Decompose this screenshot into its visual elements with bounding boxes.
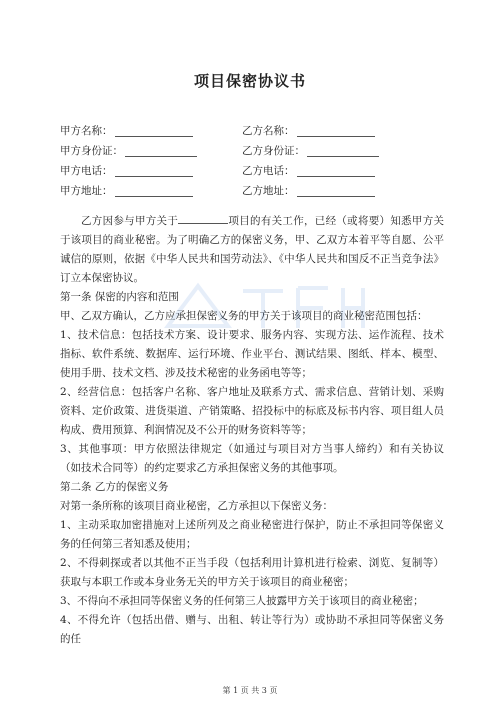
fill-in-line (115, 124, 193, 137)
clause-paragraph: 4、不得允许（包括出借、赠与、出租、转让等行为）或协助不承担同等保密义务的任 (60, 614, 444, 645)
clause-paragraph: 1、主动采取加密措施对上述所列及之商业秘密进行保护，防止不承担同等保密义务的任何第三者知悉及使用； (60, 519, 444, 550)
party-b-field (242, 183, 422, 198)
fill-in-line (297, 184, 375, 197)
clause-paragraph: 2、不得刺探或者以其他不正当手段（包括利用计算机进行检索、浏览、复制等）获取与本职工作或本身业务无关的甲方关于该项目的商业秘密； (60, 557, 444, 588)
party-row (60, 180, 460, 200)
project-name-blank (178, 212, 228, 224)
field-label: 乙方地址： (242, 184, 295, 197)
fill-in-line (307, 144, 379, 157)
party-b-field (242, 163, 422, 178)
fill-in-line (297, 124, 375, 137)
party-a-field (60, 183, 240, 198)
page-number: 第 1 页 共 3 页 (222, 686, 278, 695)
fill-in-line (297, 164, 375, 177)
clause-paragraph: 3、其他事项：甲方依照法律规定（如通过与项目对方当事人缔约）和有关协议（如技术合同等）的约定要求乙方承担保密义务的其他事项。 (60, 443, 444, 474)
fill-in-line (115, 184, 193, 197)
party-info-grid (60, 120, 460, 200)
party-row (60, 120, 460, 140)
intro-text: 乙方因参与甲方关于 (81, 215, 179, 227)
field-label: 甲方身份证： (60, 144, 123, 157)
clause-paragraph: 甲、乙双方确认，乙方应承担保密义务的甲方关于该项目的商业秘密范围包括： (60, 310, 428, 322)
intro-paragraph (60, 212, 444, 288)
party-row (60, 140, 460, 160)
field-label: 乙方身份证： (242, 144, 305, 157)
party-a-field (60, 143, 240, 158)
agreement-body (60, 212, 444, 649)
field-label: 乙方名称： (242, 124, 295, 137)
party-a-field (60, 163, 240, 178)
clause-paragraph: 对第一条所称的该项目商业秘密，乙方承担以下保密义务： (60, 500, 333, 512)
field-label: 甲方电话： (60, 164, 113, 177)
party-a-field (60, 123, 240, 138)
intro-text: 项目的有关工作，已经（或将要）知悉甲方关于该项目的商业秘密。为了明确乙方的保密义务，甲、乙双方本着平等自愿、公平诚信的原则，依据《中华人民共和国劳动法》、《中华人民共和国反不正当竞争法》订立本保密协议。 (60, 215, 445, 284)
field-label: 乙方电话： (242, 164, 295, 177)
party-b-field (242, 143, 422, 158)
clause-paragraph: 3、不得向不承担同等保密义务的任何第三人披露甲方关于该项目的商业秘密； (60, 595, 424, 607)
section-heading: 第二条 乙方的保密义务 (60, 481, 169, 493)
field-label: 甲方名称： (60, 124, 113, 137)
party-b-field (242, 123, 422, 138)
party-row (60, 160, 460, 180)
fill-in-line (125, 144, 197, 157)
field-label: 甲方地址： (60, 184, 113, 197)
section-heading: 第一条 保密的内容和范围 (60, 291, 179, 303)
clause-paragraph: 2、经营信息：包括客户名称、客户地址及联系方式、需求信息、营销计划、采购资料、定价政策、进货渠道、产销策略、招投标中的标底及标书内容、项目组人员构成、费用预算、利润情况及不公开的财务资料等等； (60, 386, 444, 436)
clause-paragraph: 1、技术信息：包括技术方案、设计要求、服务内容、实现方法、运作流程、技术指标、软件系统、数据库、运行环境、作业平台、测试结果、图纸、样本、模型、使用手册、技术文档、涉及技术秘密的业务函电等等； (60, 329, 444, 379)
document-title: 项目保密协议书 (193, 72, 306, 90)
fill-in-line (115, 164, 193, 177)
